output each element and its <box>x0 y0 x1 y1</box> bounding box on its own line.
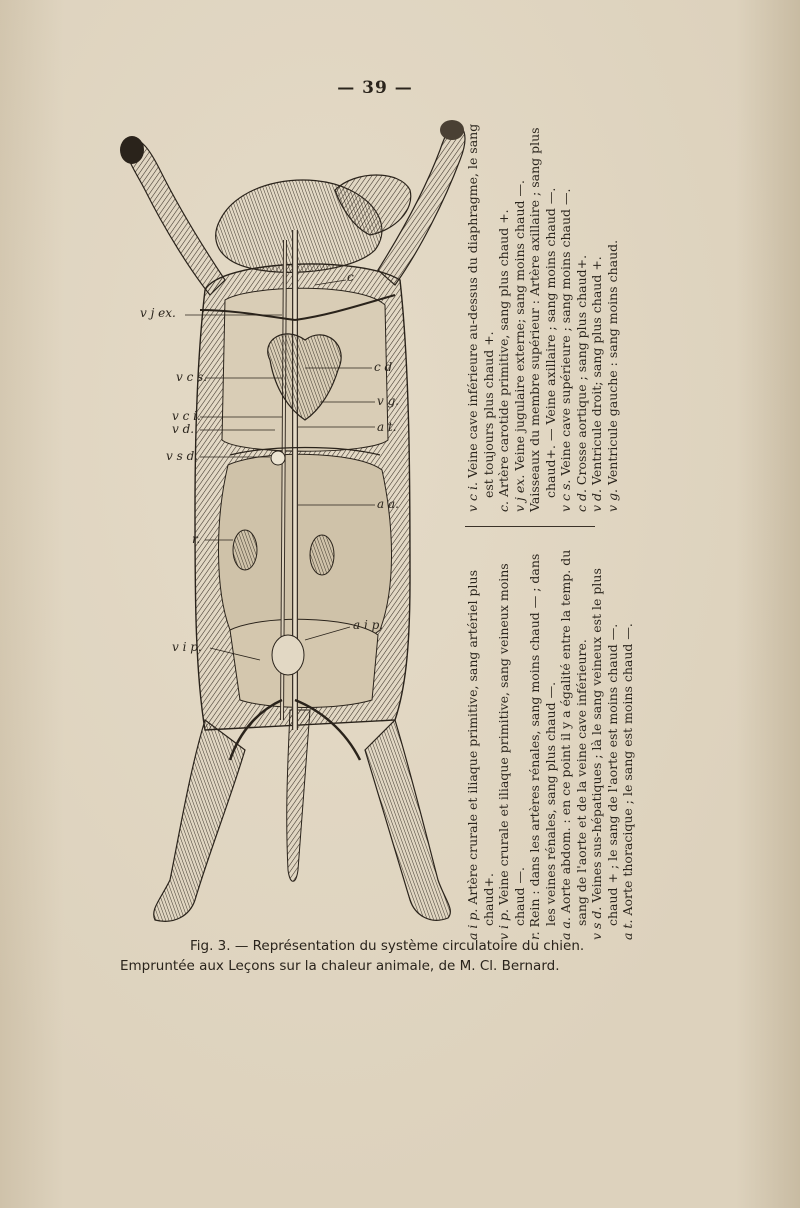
legend-entry: v d. Ventricule droit; sang plus chaud +. <box>589 256 604 512</box>
label-vjex: v j ex. <box>140 306 176 320</box>
legend-entry: v g. Ventricule gauche : sang moins chaud. <box>604 239 620 512</box>
page-number: — 39 — <box>337 78 413 98</box>
figure-legend <box>465 110 655 940</box>
bladder <box>272 635 304 675</box>
label-at: a t. <box>377 420 397 434</box>
label-vg: v g. <box>377 394 400 408</box>
legend-column-right <box>465 112 655 512</box>
label-vip: v i p. <box>172 640 202 654</box>
label-r: r. <box>192 532 201 546</box>
label-vci: v c i. <box>172 409 201 423</box>
caption-line-2: Empruntée aux Leçons sur la chaleur animale, de M. Cl. Bernard. <box>120 958 560 974</box>
legend-entry: c d. Crosse aortique ; sang plus chaud+. <box>573 254 589 512</box>
legend-entry: a a. Aorte abdom. : en ce point il y a égalité entre la temp. du sang de l'aorte et de la veine cave inférieure. <box>558 549 589 940</box>
legend-entry: Vaisseaux du membre supérieur : Artère axillaire ; sang plus chaud+. — Veine axillaire ; sang moins chaud —. <box>527 127 558 512</box>
legend-entry: v i p. Veine crurale et iliaque primitive, sang veineux moins chaud —. <box>496 563 527 940</box>
dog-illustration <box>110 110 470 930</box>
label-aip: a i p. <box>353 618 384 632</box>
caption-line-1: Fig. 3. — Représentation du système circulatoire du chien. <box>190 938 585 954</box>
legend-entry: r. Rein : dans les artères rénales, sang moins chaud — ; dans les veines rénales, sang plus chaud —. <box>527 553 558 940</box>
legend-entry: a i p. Artère crurale et iliaque primitive, sang artériel plus chaud+. <box>465 569 496 940</box>
label-vsd: v s d. <box>166 449 199 463</box>
legend-column-left <box>465 540 655 940</box>
label-c: c <box>347 270 354 284</box>
figure-caption <box>120 936 640 976</box>
label-vd: v d. <box>172 422 195 436</box>
label-aa: a a. <box>377 497 399 511</box>
legend-entry: v c i. Veine cave inférieure au-dessus du diaphragme, le sang est toujours plus chaud +. <box>465 123 496 512</box>
label-cd: c d <box>374 360 393 374</box>
label-vcs: v c s. <box>176 370 208 384</box>
legend-entry: v j ex. Veine jugulaire externe; sang moins chaud —. <box>511 180 527 512</box>
legend-entry: a t. Aorte thoracique ; le sang est moins chaud —. <box>620 623 635 940</box>
legend-entry: c. Artère carotide primitive, sang plus chaud +. <box>496 209 511 512</box>
legend-divider <box>465 526 595 527</box>
legend-entry: v c s. Veine cave supérieure ; sang moins chaud —. <box>558 188 573 512</box>
legend-entry: v s d. Veines sus-hépatiques ; là le sang veineux est le plus chaud + ; le sang de l'aorte est moins chaud —. <box>589 568 620 940</box>
dog-circulatory-figure <box>110 110 470 930</box>
